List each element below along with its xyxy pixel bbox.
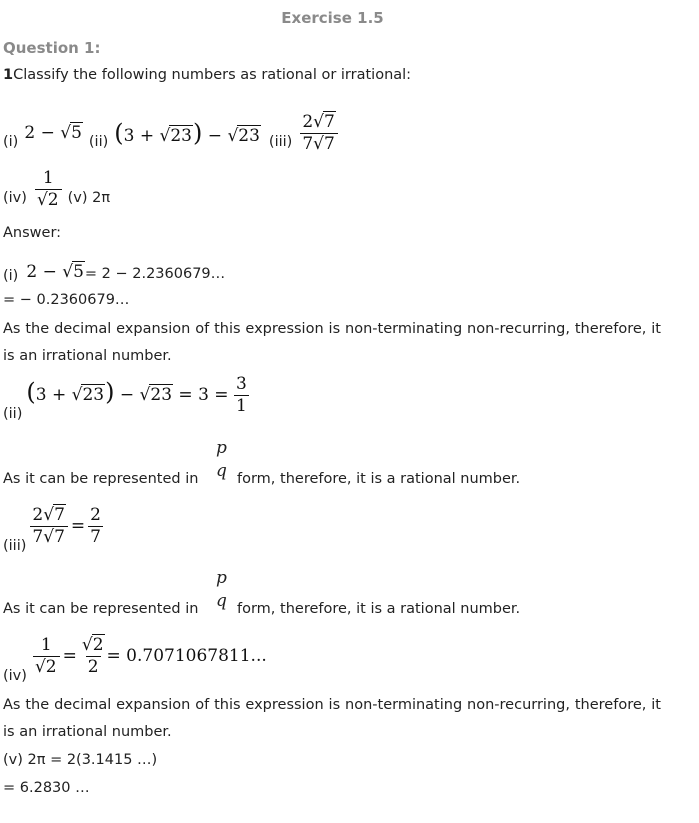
answer-iii-line <box>3 500 103 556</box>
answer-ii-line <box>3 374 249 424</box>
option-iv-label: (iv) <box>3 190 27 206</box>
option-iii-fraction: $\frac{2√7}{7√7}$ <box>300 114 338 153</box>
answer-i-expression: 2 − √5 <box>26 262 84 282</box>
answer-ii-expression: (3 + √23) − √23 = 3 = $\frac{3}{1}$ <box>26 373 247 416</box>
option-ii-expression: (3 + √23) − √23 <box>114 119 260 147</box>
question-options-row-1 <box>3 108 338 158</box>
question-label: Question 1: <box>3 39 101 57</box>
question-number: 1 <box>3 67 14 83</box>
pq-fraction-2: p q <box>216 568 227 611</box>
answer-iii-expression: $\frac{2√7}{7√7}$ = $\frac{2}{7}$ <box>32 504 101 547</box>
answer-iii-conclusion-pre: As it can be represented in <box>3 601 199 617</box>
answer-i-label: (i) <box>3 268 19 284</box>
answer-iv-conclusion: As the decimal expansion of this expression is non-terminating non-recurring, therefore, it is an irrational number. <box>3 697 661 740</box>
answer-iii-conclusion-post: form, therefore, it is a rational number. <box>237 601 521 617</box>
answer-i-conclusion: As the decimal expansion of this expression is non-terminating non-recurring, therefore, it is an irrational number. <box>3 321 661 364</box>
answer-i-line-2: = − 0.2360679… <box>3 292 130 308</box>
option-ii-label: (ii) <box>88 134 109 150</box>
pq-fraction-1: p q <box>216 438 227 481</box>
answer-iv-line <box>3 628 267 684</box>
answer-ii-conclusion-post: form, therefore, it is a rational number. <box>237 471 521 487</box>
answer-v-line-2: = 6.2830 … <box>3 780 90 796</box>
answer-iv-expression: $\frac{1}{√2}$ = $\frac{√2}{2}$ = 0.7071067811... <box>34 634 267 677</box>
option-iii-label: (iii) <box>268 134 293 150</box>
answer-i-value: = 2 − 2.2360679… <box>84 266 226 282</box>
option-i-label: (i) <box>3 134 19 150</box>
answer-label: Answer: <box>3 225 62 241</box>
question-statement <box>3 67 411 83</box>
question-options-row-2 <box>3 164 110 214</box>
page-title: Exercise 1.5 <box>281 9 384 27</box>
answer-v-line-1: (v) 2π = 2(3.1415 …) <box>3 752 158 768</box>
option-v-label: (v) 2π <box>67 190 111 206</box>
answer-i-line <box>3 255 225 289</box>
question-text: Classify the following numbers as rational or irrational: <box>13 67 412 83</box>
answer-ii-label: (ii) <box>3 406 23 422</box>
option-iv-fraction: $\frac{1}{√2}$ <box>35 170 62 209</box>
answer-ii-conclusion-pre: As it can be represented in <box>3 471 199 487</box>
answer-iv-label: (iv) <box>3 668 27 684</box>
option-i-expression: 2 − √5 <box>24 123 82 143</box>
answer-iii-label: (iii) <box>3 538 27 554</box>
